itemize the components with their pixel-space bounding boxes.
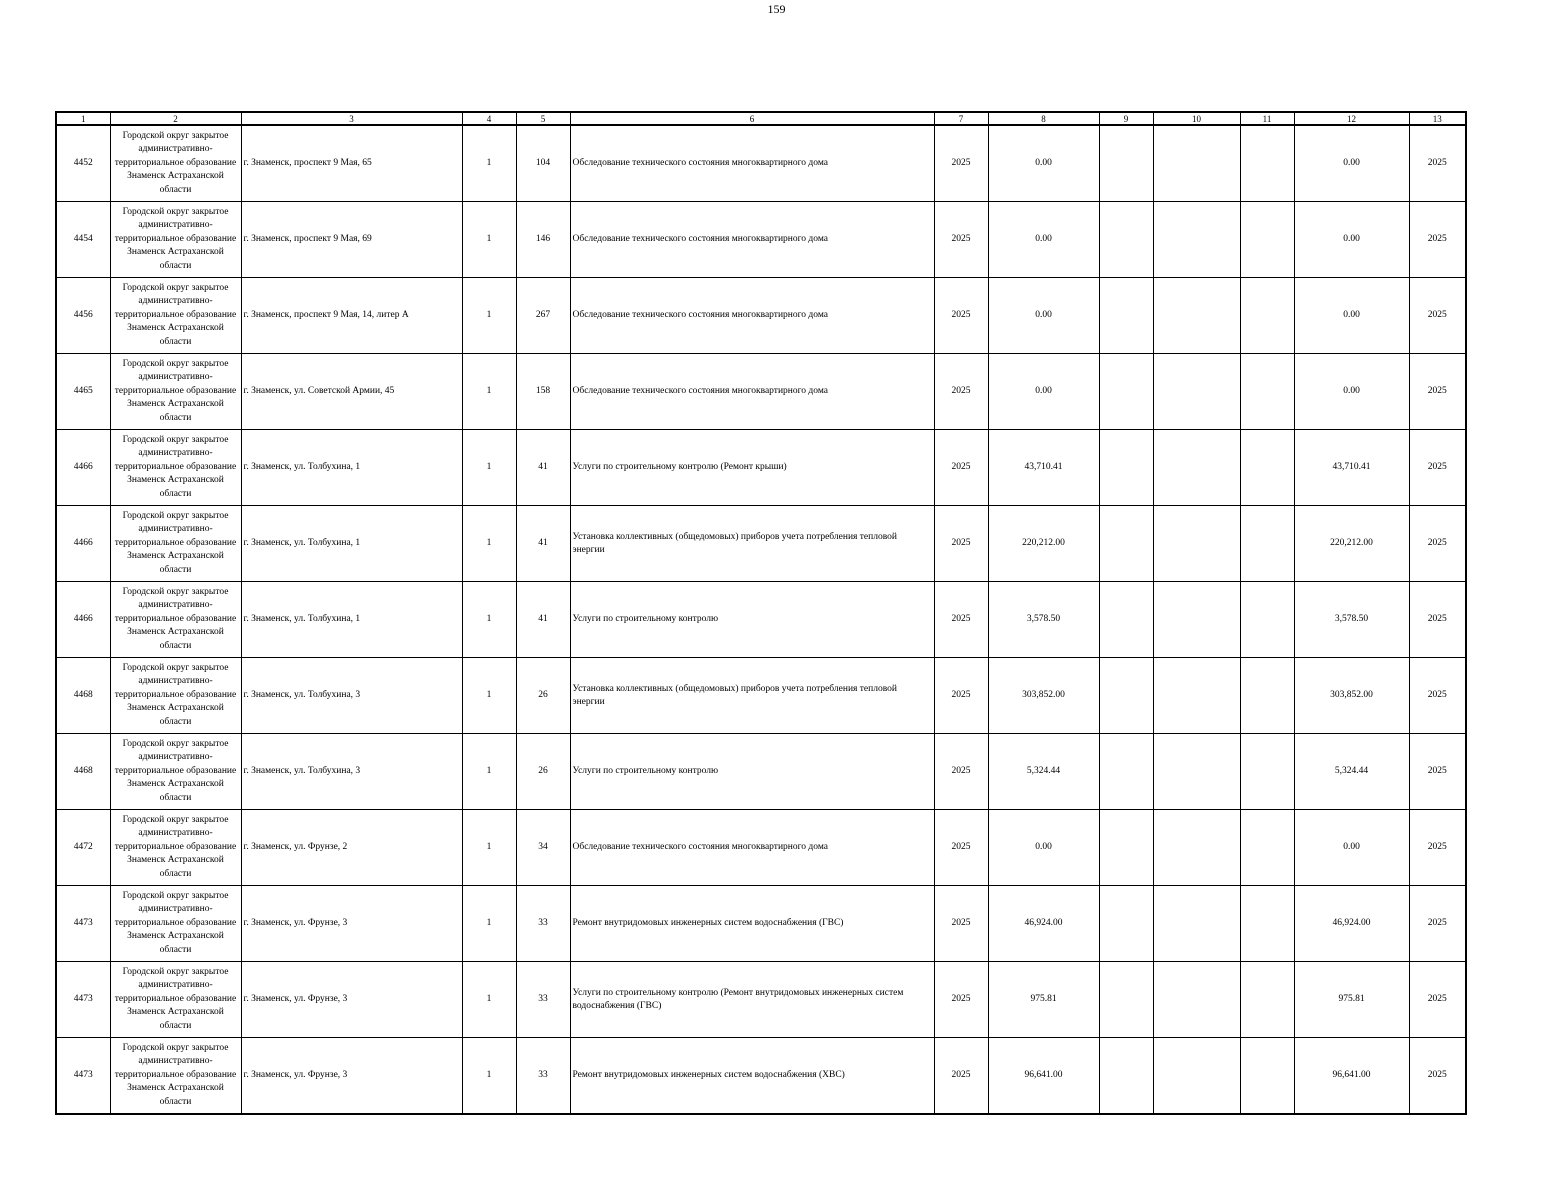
col4-cell: 1 xyxy=(462,354,516,430)
col4-cell: 1 xyxy=(462,886,516,962)
cost-cell: 3,578.50 xyxy=(988,582,1099,658)
col4-cell: 1 xyxy=(462,125,516,202)
object-id-cell: 4472 xyxy=(56,810,110,886)
municipality-cell: Городской округ закрытое административно-территориальное образование Знаменск Астраханской области xyxy=(110,886,241,962)
cost-cell: 0.00 xyxy=(988,810,1099,886)
object-id-cell: 4468 xyxy=(56,658,110,734)
table-row xyxy=(56,278,1466,354)
col11-cell xyxy=(1240,810,1294,886)
col11-cell xyxy=(1240,962,1294,1038)
table-row xyxy=(56,1038,1466,1115)
col9-cell xyxy=(1099,1038,1153,1115)
col9-cell xyxy=(1099,430,1153,506)
work-type-cell: Установка коллективных (общедомовых) приборов учета потребления тепловой энергии xyxy=(570,506,934,582)
column-header: 11 xyxy=(1240,112,1294,125)
col4-cell: 1 xyxy=(462,962,516,1038)
col11-cell xyxy=(1240,506,1294,582)
work-type-cell: Обследование технического состояния многоквартирного дома xyxy=(570,354,934,430)
col5-cell: 26 xyxy=(516,658,570,734)
municipality-cell: Городской округ закрытое административно-территориальное образование Знаменск Астраханской области xyxy=(110,658,241,734)
col9-cell xyxy=(1099,962,1153,1038)
col11-cell xyxy=(1240,202,1294,278)
address-cell: г. Знаменск, проспект 9 Мая, 14, литер А xyxy=(241,278,462,354)
cost-cell: 0.00 xyxy=(988,278,1099,354)
year-cell: 2025 xyxy=(934,125,988,202)
col4-cell: 1 xyxy=(462,430,516,506)
table-body xyxy=(56,125,1466,1114)
municipality-cell: Городской округ закрытое административно-территориальное образование Знаменск Астраханской области xyxy=(110,506,241,582)
address-cell: г. Знаменск, ул. Толбухина, 1 xyxy=(241,582,462,658)
address-cell: г. Знаменск, ул. Фрунзе, 3 xyxy=(241,1038,462,1115)
year-cell: 2025 xyxy=(934,1038,988,1115)
cost-cell: 96,641.00 xyxy=(988,1038,1099,1115)
cost-total-cell: 0.00 xyxy=(1294,810,1409,886)
col5-cell: 41 xyxy=(516,582,570,658)
municipality-cell: Городской округ закрытое административно-территориальное образование Знаменск Астраханской области xyxy=(110,734,241,810)
table-row xyxy=(56,125,1466,202)
col9-cell xyxy=(1099,278,1153,354)
works-register-table xyxy=(55,111,1467,1115)
col9-cell xyxy=(1099,734,1153,810)
col10-cell xyxy=(1153,1038,1240,1115)
cost-cell: 220,212.00 xyxy=(988,506,1099,582)
col9-cell xyxy=(1099,886,1153,962)
work-type-cell: Услуги по строительному контролю (Ремонт крыши) xyxy=(570,430,934,506)
column-header: 1 xyxy=(56,112,110,125)
address-cell: г. Знаменск, ул. Фрунзе, 3 xyxy=(241,886,462,962)
cost-total-cell: 0.00 xyxy=(1294,278,1409,354)
col5-cell: 104 xyxy=(516,125,570,202)
column-header: 5 xyxy=(516,112,570,125)
year-cell: 2025 xyxy=(934,886,988,962)
col9-cell xyxy=(1099,582,1153,658)
table-row xyxy=(56,810,1466,886)
col11-cell xyxy=(1240,354,1294,430)
address-cell: г. Знаменск, проспект 9 Мая, 69 xyxy=(241,202,462,278)
cost-total-cell: 3,578.50 xyxy=(1294,582,1409,658)
work-type-cell: Обследование технического состояния многоквартирного дома xyxy=(570,278,934,354)
year-cell: 2025 xyxy=(934,962,988,1038)
year-cell: 2025 xyxy=(934,354,988,430)
table-row xyxy=(56,734,1466,810)
col11-cell xyxy=(1240,1038,1294,1115)
completion-year-cell: 2025 xyxy=(1409,430,1466,506)
completion-year-cell: 2025 xyxy=(1409,810,1466,886)
col4-cell: 1 xyxy=(462,582,516,658)
table-row xyxy=(56,582,1466,658)
col9-cell xyxy=(1099,506,1153,582)
object-id-cell: 4473 xyxy=(56,886,110,962)
cost-cell: 0.00 xyxy=(988,202,1099,278)
cost-cell: 0.00 xyxy=(988,354,1099,430)
cost-total-cell: 975.81 xyxy=(1294,962,1409,1038)
column-header: 4 xyxy=(462,112,516,125)
cost-cell: 5,324.44 xyxy=(988,734,1099,810)
municipality-cell: Городской округ закрытое административно-территориальное образование Знаменск Астраханской области xyxy=(110,962,241,1038)
address-cell: г. Знаменск, ул. Толбухина, 1 xyxy=(241,506,462,582)
column-number-row xyxy=(56,112,1466,125)
year-cell: 2025 xyxy=(934,278,988,354)
cost-cell: 0.00 xyxy=(988,125,1099,202)
col5-cell: 34 xyxy=(516,810,570,886)
cost-cell: 46,924.00 xyxy=(988,886,1099,962)
completion-year-cell: 2025 xyxy=(1409,962,1466,1038)
col5-cell: 41 xyxy=(516,506,570,582)
col9-cell xyxy=(1099,658,1153,734)
col10-cell xyxy=(1153,582,1240,658)
completion-year-cell: 2025 xyxy=(1409,734,1466,810)
address-cell: г. Знаменск, ул. Фрунзе, 2 xyxy=(241,810,462,886)
cost-total-cell: 43,710.41 xyxy=(1294,430,1409,506)
col11-cell xyxy=(1240,734,1294,810)
object-id-cell: 4468 xyxy=(56,734,110,810)
cost-total-cell: 0.00 xyxy=(1294,125,1409,202)
col10-cell xyxy=(1153,886,1240,962)
year-cell: 2025 xyxy=(934,658,988,734)
col11-cell xyxy=(1240,582,1294,658)
cost-total-cell: 46,924.00 xyxy=(1294,886,1409,962)
cost-cell: 303,852.00 xyxy=(988,658,1099,734)
cost-total-cell: 303,852.00 xyxy=(1294,658,1409,734)
municipality-cell: Городской округ закрытое административно-территориальное образование Знаменск Астраханской области xyxy=(110,430,241,506)
work-type-cell: Ремонт внутридомовых инженерных систем водоснабжения (ГВС) xyxy=(570,886,934,962)
object-id-cell: 4466 xyxy=(56,430,110,506)
municipality-cell: Городской округ закрытое административно-территориальное образование Знаменск Астраханской области xyxy=(110,582,241,658)
completion-year-cell: 2025 xyxy=(1409,278,1466,354)
object-id-cell: 4466 xyxy=(56,506,110,582)
col5-cell: 26 xyxy=(516,734,570,810)
col10-cell xyxy=(1153,962,1240,1038)
completion-year-cell: 2025 xyxy=(1409,125,1466,202)
table-row xyxy=(56,962,1466,1038)
completion-year-cell: 2025 xyxy=(1409,506,1466,582)
col5-cell: 33 xyxy=(516,1038,570,1115)
address-cell: г. Знаменск, ул. Фрунзе, 3 xyxy=(241,962,462,1038)
cost-total-cell: 5,324.44 xyxy=(1294,734,1409,810)
municipality-cell: Городской округ закрытое административно-территориальное образование Знаменск Астраханской области xyxy=(110,202,241,278)
column-header: 3 xyxy=(241,112,462,125)
col10-cell xyxy=(1153,506,1240,582)
col4-cell: 1 xyxy=(462,278,516,354)
municipality-cell: Городской округ закрытое административно-территориальное образование Знаменск Астраханской области xyxy=(110,354,241,430)
cost-total-cell: 220,212.00 xyxy=(1294,506,1409,582)
col5-cell: 146 xyxy=(516,202,570,278)
work-type-cell: Обследование технического состояния многоквартирного дома xyxy=(570,125,934,202)
completion-year-cell: 2025 xyxy=(1409,582,1466,658)
column-header: 7 xyxy=(934,112,988,125)
col4-cell: 1 xyxy=(462,1038,516,1115)
col4-cell: 1 xyxy=(462,506,516,582)
address-cell: г. Знаменск, ул. Толбухина, 3 xyxy=(241,734,462,810)
work-type-cell: Ремонт внутридомовых инженерных систем водоснабжения (ХВС) xyxy=(570,1038,934,1115)
object-id-cell: 4454 xyxy=(56,202,110,278)
table-row xyxy=(56,658,1466,734)
column-header: 8 xyxy=(988,112,1099,125)
work-type-cell: Обследование технического состояния многоквартирного дома xyxy=(570,810,934,886)
col10-cell xyxy=(1153,202,1240,278)
col9-cell xyxy=(1099,354,1153,430)
col5-cell: 158 xyxy=(516,354,570,430)
object-id-cell: 4456 xyxy=(56,278,110,354)
object-id-cell: 4473 xyxy=(56,1038,110,1115)
completion-year-cell: 2025 xyxy=(1409,658,1466,734)
object-id-cell: 4465 xyxy=(56,354,110,430)
col11-cell xyxy=(1240,658,1294,734)
work-type-cell: Услуги по строительному контролю xyxy=(570,582,934,658)
object-id-cell: 4473 xyxy=(56,962,110,1038)
col11-cell xyxy=(1240,278,1294,354)
table-row xyxy=(56,354,1466,430)
column-header: 2 xyxy=(110,112,241,125)
col11-cell xyxy=(1240,430,1294,506)
col10-cell xyxy=(1153,658,1240,734)
address-cell: г. Знаменск, ул. Советской Армии, 45 xyxy=(241,354,462,430)
col4-cell: 1 xyxy=(462,734,516,810)
completion-year-cell: 2025 xyxy=(1409,202,1466,278)
col5-cell: 33 xyxy=(516,962,570,1038)
work-type-cell: Обследование технического состояния многоквартирного дома xyxy=(570,202,934,278)
col9-cell xyxy=(1099,810,1153,886)
col10-cell xyxy=(1153,430,1240,506)
page-number: 159 xyxy=(767,2,786,16)
municipality-cell: Городской округ закрытое административно-территориальное образование Знаменск Астраханской области xyxy=(110,810,241,886)
completion-year-cell: 2025 xyxy=(1409,354,1466,430)
municipality-cell: Городской округ закрытое административно-территориальное образование Знаменск Астраханской области xyxy=(110,1038,241,1115)
object-id-cell: 4452 xyxy=(56,125,110,202)
col10-cell xyxy=(1153,734,1240,810)
col4-cell: 1 xyxy=(462,202,516,278)
address-cell: г. Знаменск, проспект 9 Мая, 65 xyxy=(241,125,462,202)
completion-year-cell: 2025 xyxy=(1409,886,1466,962)
work-type-cell: Услуги по строительному контролю xyxy=(570,734,934,810)
year-cell: 2025 xyxy=(934,734,988,810)
cost-cell: 43,710.41 xyxy=(988,430,1099,506)
cost-total-cell: 96,641.00 xyxy=(1294,1038,1409,1115)
column-header: 12 xyxy=(1294,112,1409,125)
year-cell: 2025 xyxy=(934,582,988,658)
column-header: 9 xyxy=(1099,112,1153,125)
column-header: 6 xyxy=(570,112,934,125)
table-row xyxy=(56,430,1466,506)
municipality-cell: Городской округ закрытое административно-территориальное образование Знаменск Астраханской области xyxy=(110,125,241,202)
completion-year-cell: 2025 xyxy=(1409,1038,1466,1115)
cost-total-cell: 0.00 xyxy=(1294,354,1409,430)
col10-cell xyxy=(1153,354,1240,430)
col11-cell xyxy=(1240,125,1294,202)
cost-cell: 975.81 xyxy=(988,962,1099,1038)
col9-cell xyxy=(1099,202,1153,278)
year-cell: 2025 xyxy=(934,202,988,278)
col10-cell xyxy=(1153,278,1240,354)
object-id-cell: 4466 xyxy=(56,582,110,658)
column-header: 13 xyxy=(1409,112,1466,125)
year-cell: 2025 xyxy=(934,430,988,506)
table-row xyxy=(56,202,1466,278)
col5-cell: 267 xyxy=(516,278,570,354)
year-cell: 2025 xyxy=(934,810,988,886)
col5-cell: 33 xyxy=(516,886,570,962)
col4-cell: 1 xyxy=(462,658,516,734)
table-row xyxy=(56,506,1466,582)
col10-cell xyxy=(1153,810,1240,886)
column-header: 10 xyxy=(1153,112,1240,125)
col11-cell xyxy=(1240,886,1294,962)
address-cell: г. Знаменск, ул. Толбухина, 3 xyxy=(241,658,462,734)
col10-cell xyxy=(1153,125,1240,202)
table-row xyxy=(56,886,1466,962)
col5-cell: 41 xyxy=(516,430,570,506)
year-cell: 2025 xyxy=(934,506,988,582)
work-type-cell: Установка коллективных (общедомовых) приборов учета потребления тепловой энергии xyxy=(570,658,934,734)
municipality-cell: Городской округ закрытое административно-территориальное образование Знаменск Астраханской области xyxy=(110,278,241,354)
cost-total-cell: 0.00 xyxy=(1294,202,1409,278)
col9-cell xyxy=(1099,125,1153,202)
col4-cell: 1 xyxy=(462,810,516,886)
address-cell: г. Знаменск, ул. Толбухина, 1 xyxy=(241,430,462,506)
work-type-cell: Услуги по строительному контролю (Ремонт внутридомовых инженерных систем водоснабжения (ГВС) xyxy=(570,962,934,1038)
